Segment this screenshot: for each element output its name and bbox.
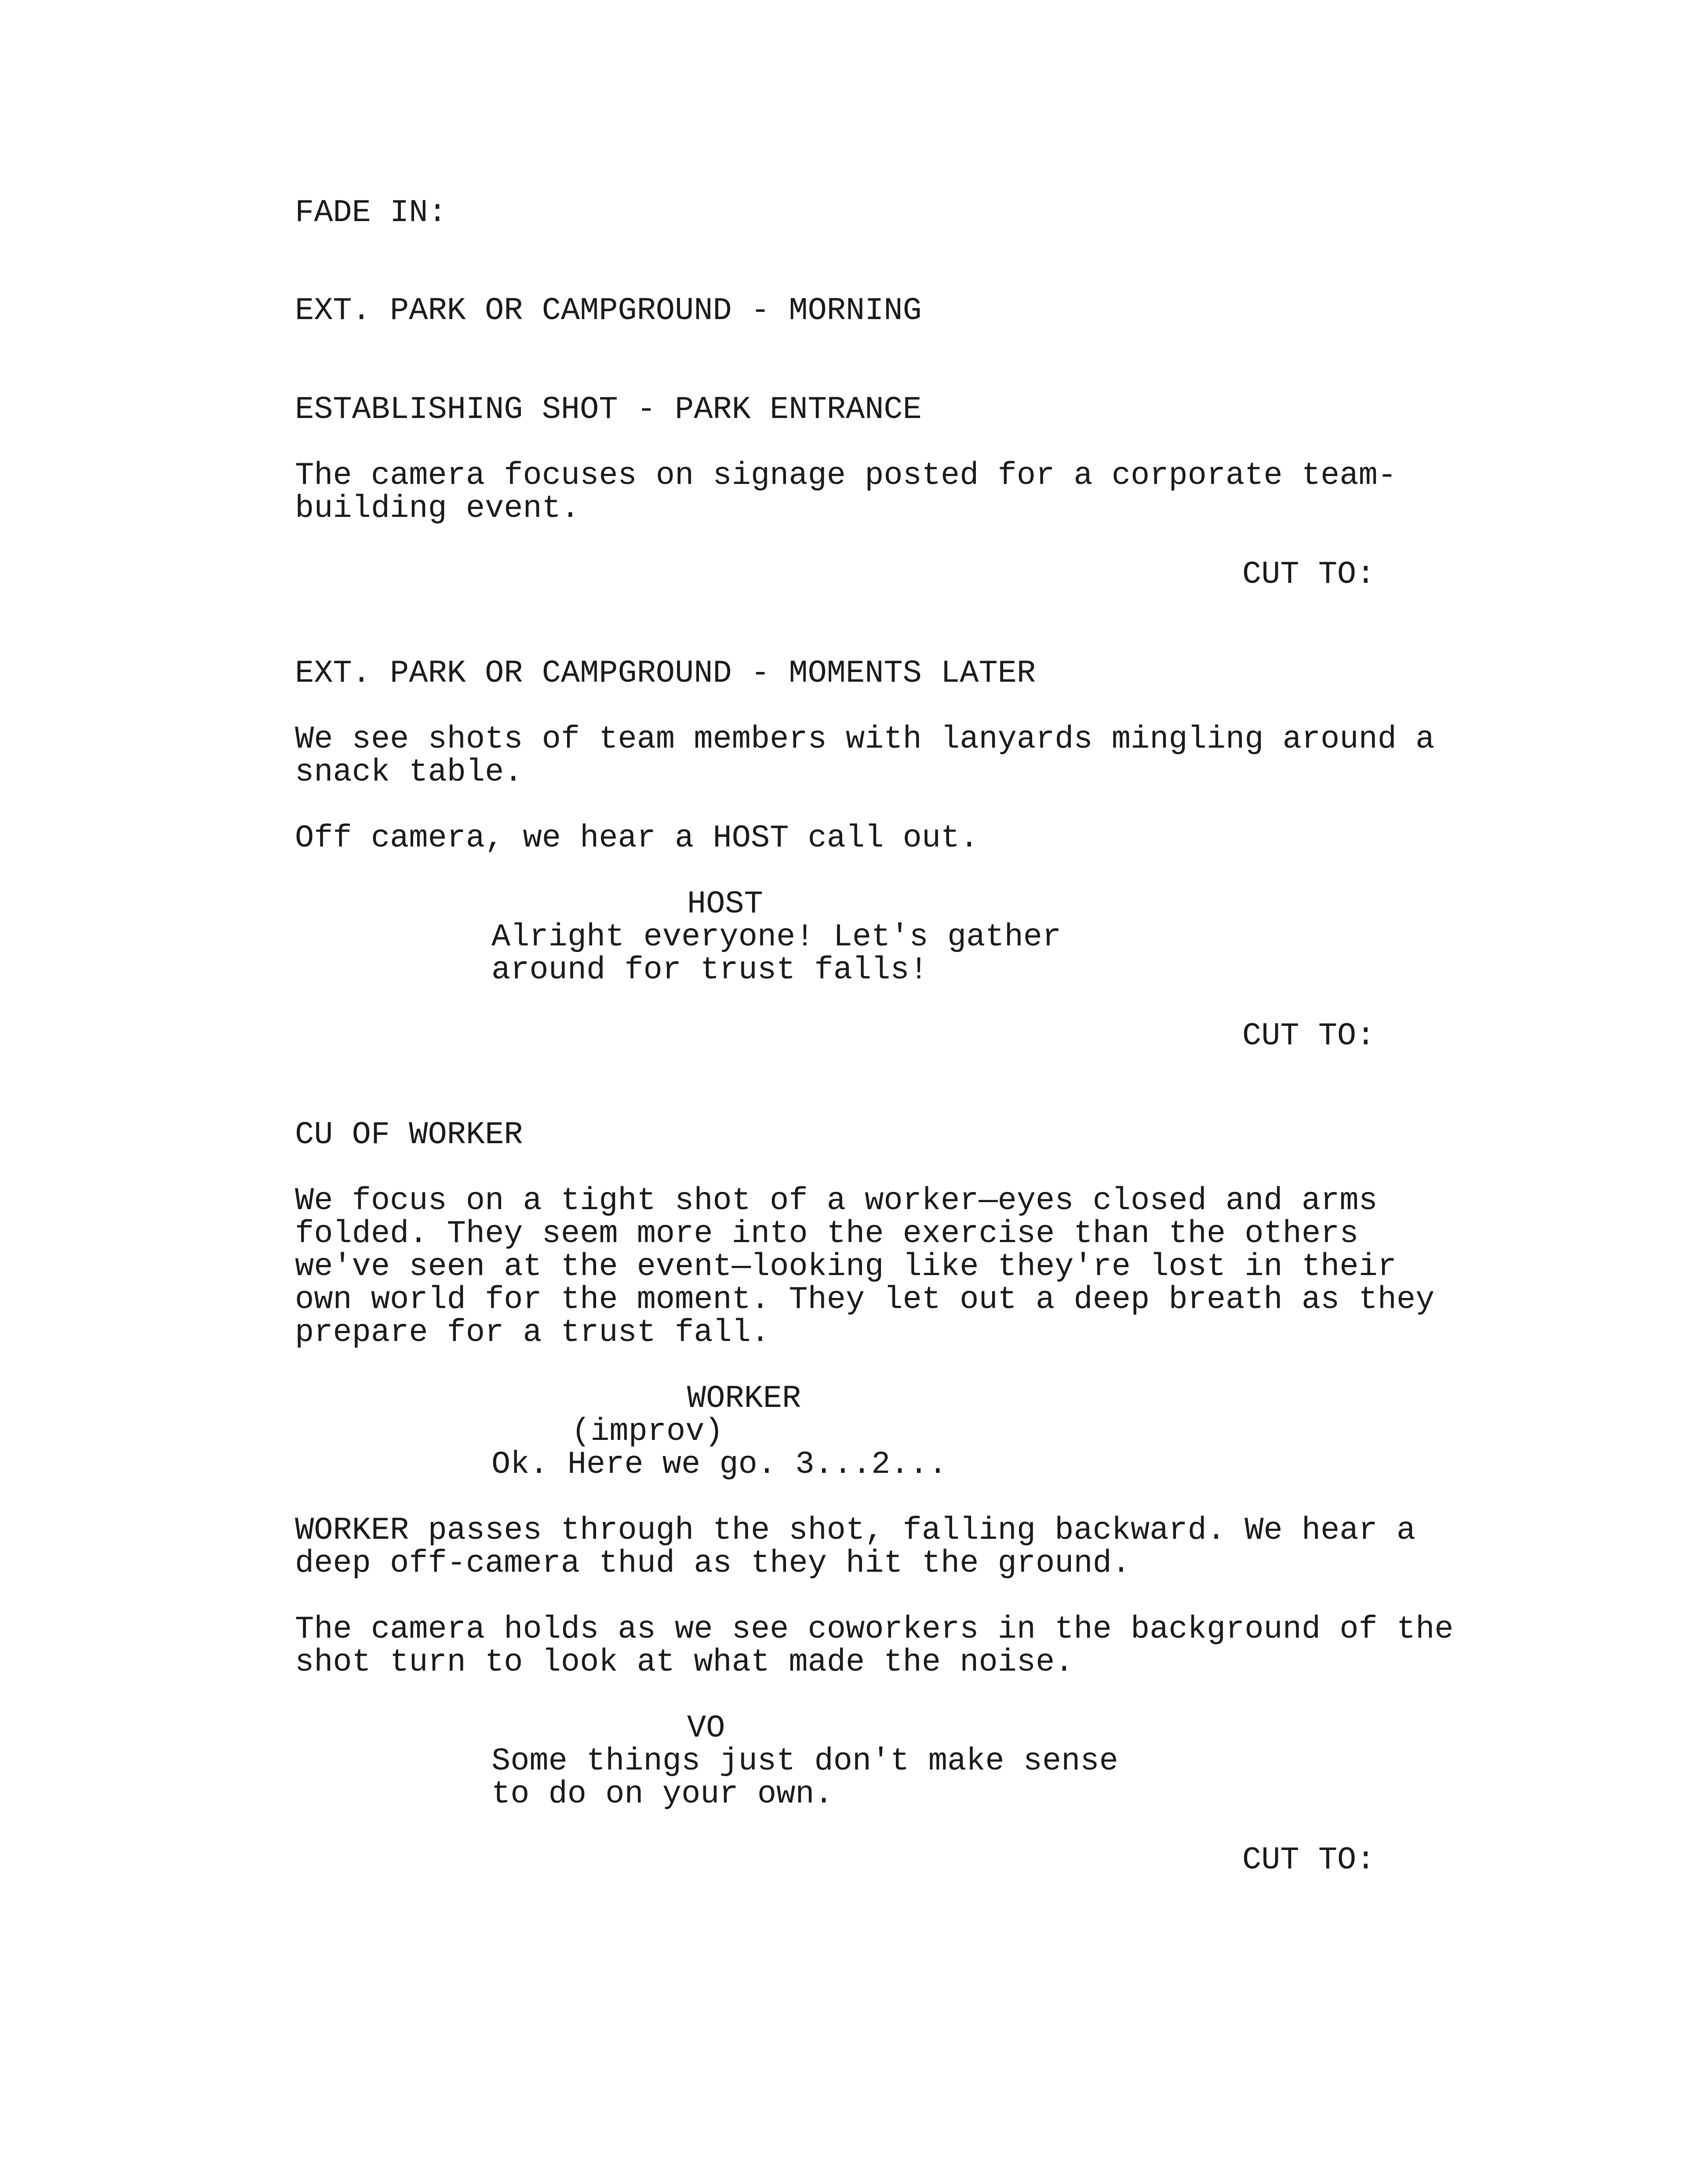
action-line: The camera focuses on signage posted for a corporate team- [295, 458, 1397, 494]
action-line: folded. They seem more into the exercise than the others [295, 1216, 1359, 1252]
action-line: own world for the moment. They let out a deep breath as they [295, 1282, 1435, 1318]
action-line: we've seen at the event—looking like they're lost in their [295, 1249, 1397, 1285]
action-line: snack table. [295, 754, 523, 790]
dialogue-line: around for trust falls! [491, 952, 928, 988]
transition-cut-to: CUT TO: [1242, 556, 1375, 592]
action-line: WORKER passes through the shot, falling backward. We hear a [295, 1512, 1416, 1548]
action-line: prepare for a trust fall. [295, 1315, 770, 1351]
parenthetical: (improv) [571, 1414, 724, 1450]
fade-in: FADE IN: [295, 195, 447, 231]
dialogue-line: Ok. Here we go. 3...2... [491, 1446, 947, 1483]
action-line: We see shots of team members with lanyards mingling around a [295, 721, 1435, 757]
transition-cut-to: CUT TO: [1242, 1842, 1375, 1878]
action-line: shot turn to look at what made the noise. [295, 1644, 1074, 1680]
scene-heading-2: EXT. PARK OR CAMPGROUND - MOMENTS LATER [295, 655, 1036, 691]
dialogue-line: Alright everyone! Let's gather [491, 919, 1062, 955]
dialogue-line: to do on your own. [491, 1776, 833, 1812]
scene-heading-1: EXT. PARK OR CAMPGROUND - MORNING [295, 293, 922, 329]
transition-cut-to: CUT TO: [1242, 1018, 1375, 1054]
action-line: building event. [295, 491, 580, 527]
shot-heading-2: CU OF WORKER [295, 1117, 523, 1153]
character-name-worker: WORKER [687, 1381, 801, 1417]
action-line: The camera holds as we see coworkers in the background of the [295, 1611, 1454, 1647]
action-line: Off camera, we hear a HOST call out. [295, 820, 979, 856]
action-line: deep off-camera thud as they hit the ground. [295, 1545, 1131, 1581]
dialogue-line: Some things just don't make sense [491, 1743, 1118, 1779]
character-name-host: HOST [687, 886, 763, 922]
shot-heading-1: ESTABLISHING SHOT - PARK ENTRANCE [295, 392, 922, 428]
character-name-vo: VO [687, 1710, 725, 1746]
action-line: We focus on a tight shot of a worker—eyes closed and arms [295, 1183, 1378, 1219]
